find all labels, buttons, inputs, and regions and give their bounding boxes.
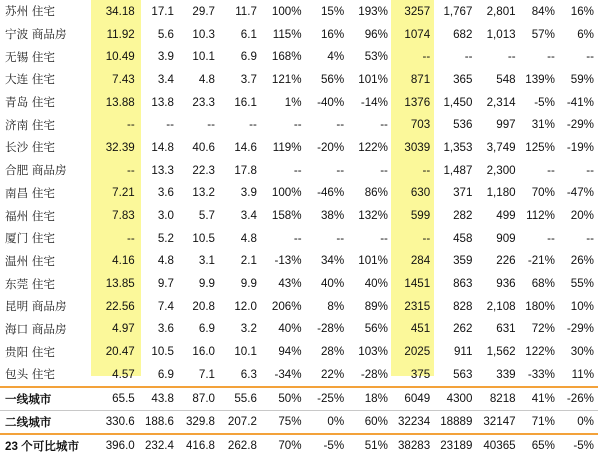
value-cell: 10.5	[192, 231, 215, 245]
value-cell: 10.49	[105, 50, 135, 64]
table-row	[0, 318, 598, 341]
total-value-cell: 262.8	[219, 434, 261, 457]
value-cell: 13.8	[151, 95, 174, 109]
city-name-cell: 济南	[5, 118, 29, 132]
value-cell: 6.9	[157, 367, 174, 381]
value-cell: -46%	[317, 186, 345, 200]
total-value-cell: 416.8	[178, 434, 219, 457]
value-cell: 38%	[320, 209, 345, 223]
table-row	[0, 340, 598, 363]
value-cell: 3.6	[157, 322, 174, 336]
value-cell: -47%	[566, 186, 594, 200]
value-cell: 11.7	[235, 4, 257, 18]
value-cell: 34.18	[105, 4, 135, 18]
value-cell: --	[249, 118, 257, 132]
city-name-cell: 长沙	[5, 141, 29, 155]
total-row	[0, 387, 598, 411]
table-row	[0, 45, 598, 68]
property-type-cell: 住宅	[31, 50, 56, 64]
value-cell: 40.6	[192, 140, 215, 154]
total-value-cell: -25%	[306, 387, 349, 411]
table-row	[0, 68, 598, 91]
value-cell: 53%	[364, 50, 388, 64]
value-cell: 22%	[320, 367, 345, 381]
value-cell: 4.8	[240, 231, 257, 245]
property-type-cell: 住宅	[31, 368, 56, 382]
value-cell: 34%	[320, 254, 345, 268]
value-cell: 28%	[320, 345, 345, 359]
value-cell: 3.2	[240, 322, 257, 336]
city-name-cell: 合肥	[5, 164, 29, 178]
value-cell: 31%	[531, 118, 555, 132]
value-cell: 17.8	[234, 163, 257, 177]
value-cell: --	[547, 50, 555, 64]
value-cell: 548	[496, 72, 516, 86]
value-cell: 226	[496, 254, 516, 268]
total-value-cell: 6049	[392, 387, 434, 411]
table-row	[0, 295, 598, 318]
value-cell: 365	[453, 72, 473, 86]
total-value-cell: 23189	[434, 434, 476, 457]
value-cell: 1,180	[486, 186, 516, 200]
value-cell: 16%	[570, 4, 594, 18]
value-cell: 103%	[358, 345, 388, 359]
table-row	[0, 250, 598, 273]
property-type-cell: 商品房	[31, 300, 67, 314]
total-value-cell: 32234	[392, 410, 434, 434]
value-cell: 359	[453, 254, 473, 268]
value-cell: 101%	[358, 72, 388, 86]
total-value-cell: 55.6	[219, 387, 261, 411]
value-cell: 4.16	[112, 254, 135, 268]
total-value-cell: 50%	[261, 387, 306, 411]
value-cell: 14.8	[151, 140, 174, 154]
value-cell: 936	[496, 277, 516, 291]
city-name-cell: 福州	[5, 209, 29, 223]
value-cell: 89%	[364, 299, 388, 313]
value-cell: 3039	[404, 140, 431, 154]
value-cell: 371	[453, 186, 473, 200]
value-cell: 1,487	[443, 163, 473, 177]
value-cell: 599	[410, 209, 431, 223]
total-value-cell: -5%	[306, 434, 349, 457]
value-cell: 3.4	[240, 209, 257, 223]
value-cell: 828	[453, 299, 473, 313]
value-cell: 339	[496, 367, 516, 381]
property-type-cell: 住宅	[31, 118, 56, 132]
value-cell: -13%	[274, 254, 302, 268]
value-cell: 5.7	[198, 209, 215, 223]
total-value-cell: 232.4	[139, 434, 178, 457]
value-cell: 4%	[327, 50, 345, 64]
value-cell: 17.1	[151, 4, 174, 18]
value-cell: 20%	[570, 209, 594, 223]
value-cell: 122%	[358, 140, 388, 154]
city-name-cell: 南昌	[5, 186, 29, 200]
value-cell: -33%	[527, 367, 555, 381]
property-type-cell: 住宅	[31, 232, 56, 246]
value-cell: 262	[453, 322, 473, 336]
value-cell: --	[507, 50, 516, 64]
value-cell: -19%	[566, 140, 594, 154]
total-value-cell: 188.6	[139, 410, 178, 434]
table-row	[0, 182, 598, 205]
value-cell: 7.21	[112, 186, 135, 200]
table-row	[0, 363, 598, 387]
value-cell: -28%	[360, 367, 388, 381]
value-cell: 2.1	[240, 254, 257, 268]
value-cell: --	[127, 231, 135, 245]
value-cell: 6%	[577, 27, 594, 41]
value-cell: 180%	[525, 299, 555, 313]
table-row	[0, 272, 598, 295]
value-cell: 16.0	[192, 345, 215, 359]
value-cell: 4.8	[198, 72, 215, 86]
city-name-cell: 厦门	[5, 232, 29, 246]
value-cell: 115%	[272, 27, 302, 41]
value-cell: 29.7	[192, 4, 215, 18]
value-cell: --	[336, 231, 345, 245]
city-name-cell: 青岛	[5, 96, 29, 110]
value-cell: 375	[410, 367, 431, 381]
value-cell: 3.0	[157, 209, 174, 223]
value-cell: 10.3	[192, 27, 215, 41]
city-name-cell: 包头	[5, 368, 29, 382]
value-cell: 112%	[526, 209, 555, 223]
city-name-cell: 大连	[5, 73, 29, 87]
value-cell: 40%	[320, 277, 345, 291]
value-cell: 997	[496, 118, 516, 132]
city-name-cell: 东莞	[5, 277, 29, 291]
value-cell: 1074	[404, 27, 431, 41]
value-cell: --	[293, 118, 302, 132]
value-cell: -14%	[360, 95, 388, 109]
value-cell: --	[586, 50, 594, 64]
total-value-cell: 43.8	[139, 387, 178, 411]
value-cell: 193%	[358, 4, 388, 18]
value-cell: --	[336, 118, 345, 132]
property-type-cell: 住宅	[31, 5, 56, 19]
value-cell: 13.2	[192, 186, 215, 200]
value-cell: -20%	[317, 140, 345, 154]
value-cell: --	[586, 163, 594, 177]
value-cell: 3.7	[240, 72, 257, 86]
property-type-cell: 商品房	[31, 164, 67, 178]
value-cell: 3.4	[157, 72, 174, 86]
value-cell: 40%	[278, 322, 302, 336]
value-cell: 84%	[531, 4, 555, 18]
total-value-cell: 38283	[392, 434, 434, 457]
table-row	[0, 113, 598, 136]
table-row	[0, 0, 598, 23]
value-cell: --	[380, 118, 388, 132]
value-cell: 1,562	[486, 345, 516, 359]
value-cell: 139%	[525, 72, 555, 86]
value-cell: 20.47	[105, 345, 135, 359]
property-type-cell: 商品房	[31, 28, 67, 42]
property-type-cell: 住宅	[31, 96, 56, 110]
property-type-cell: 住宅	[31, 209, 56, 223]
value-cell: 56%	[320, 72, 345, 86]
value-cell: --	[547, 163, 555, 177]
value-cell: --	[293, 163, 302, 177]
property-type-cell: 商品房	[31, 322, 67, 336]
value-cell: --	[422, 50, 431, 64]
value-cell: -29%	[566, 322, 594, 336]
property-type-cell: 住宅	[31, 345, 56, 359]
value-cell: 9.9	[240, 277, 257, 291]
table-row	[0, 91, 598, 114]
table-row	[0, 227, 598, 250]
value-cell: 2315	[404, 299, 431, 313]
value-cell: 125%	[525, 140, 555, 154]
value-cell: 1376	[404, 95, 431, 109]
value-cell: 682	[453, 27, 473, 41]
table-row	[0, 23, 598, 46]
value-cell: 3.9	[157, 50, 174, 64]
table-row	[0, 159, 598, 182]
value-cell: 10.5	[151, 345, 174, 359]
value-cell: --	[380, 163, 388, 177]
property-type-cell: 住宅	[31, 277, 56, 291]
city-name-cell: 苏州	[5, 5, 29, 19]
value-cell: 8%	[327, 299, 345, 313]
property-type-cell: 住宅	[31, 141, 56, 155]
total-value-cell: 32147	[476, 410, 519, 434]
value-cell: 13.88	[105, 95, 135, 109]
value-cell: 6.9	[240, 50, 257, 64]
city-name-cell: 无锡	[5, 50, 29, 64]
value-cell: 458	[453, 231, 473, 245]
value-cell: 1%	[284, 95, 302, 109]
value-cell: 30%	[570, 345, 594, 359]
value-cell: 100%	[271, 4, 302, 18]
value-cell: -21%	[527, 254, 555, 268]
value-cell: 630	[410, 186, 431, 200]
total-value-cell: 41%	[520, 387, 559, 411]
value-cell: 3,749	[486, 140, 516, 154]
value-cell: 72%	[531, 322, 555, 336]
value-cell: 7.83	[112, 209, 135, 223]
value-cell: 16%	[320, 27, 345, 41]
value-cell: --	[127, 163, 135, 177]
total-value-cell: 87.0	[178, 387, 219, 411]
value-cell: 2025	[404, 345, 431, 359]
total-value-cell: 70%	[261, 434, 306, 457]
value-cell: 911	[453, 345, 473, 359]
total-label-cell: 一线城市	[0, 387, 91, 411]
total-value-cell: 65.5	[91, 387, 139, 411]
value-cell: -40%	[317, 95, 345, 109]
value-cell: --	[422, 163, 431, 177]
value-cell: 2,314	[486, 95, 516, 109]
total-value-cell: 0%	[306, 410, 349, 434]
value-cell: 7.4	[157, 299, 174, 313]
value-cell: 121%	[271, 72, 302, 86]
value-cell: 122%	[525, 345, 555, 359]
value-cell: 23.3	[192, 95, 215, 109]
value-cell: 6.9	[198, 322, 215, 336]
value-cell: 3257	[404, 4, 431, 18]
value-cell: 9.9	[198, 277, 215, 291]
value-cell: --	[380, 231, 388, 245]
property-type-cell: 住宅	[31, 254, 56, 268]
total-value-cell: -5%	[559, 434, 598, 457]
value-cell: 703	[410, 118, 431, 132]
total-value-cell: 40365	[476, 434, 519, 457]
total-value-cell: 396.0	[91, 434, 139, 457]
property-type-cell: 住宅	[31, 73, 56, 87]
value-cell: 10.1	[234, 345, 257, 359]
value-cell: 4.57	[112, 367, 135, 381]
total-value-cell: 75%	[261, 410, 306, 434]
value-cell: 1,353	[443, 140, 473, 154]
value-cell: 158%	[271, 209, 302, 223]
value-cell: 10.1	[192, 50, 215, 64]
value-cell: 3.6	[157, 186, 174, 200]
value-cell: 20.8	[192, 299, 215, 313]
value-cell: 1,450	[443, 95, 473, 109]
total-value-cell: 4300	[434, 387, 476, 411]
value-cell: 6.1	[240, 27, 257, 41]
value-cell: 57%	[531, 27, 555, 41]
value-cell: -34%	[274, 367, 302, 381]
value-cell: 3.9	[240, 186, 257, 200]
value-cell: -28%	[317, 322, 345, 336]
total-label-cell: 二线城市	[0, 410, 91, 434]
value-cell: 101%	[358, 254, 388, 268]
value-cell: 15%	[320, 4, 345, 18]
value-cell: 86%	[364, 186, 388, 200]
value-cell: 70%	[531, 186, 555, 200]
value-cell: 59%	[570, 72, 594, 86]
total-value-cell: 18%	[348, 387, 392, 411]
value-cell: --	[422, 231, 431, 245]
value-cell: 10%	[570, 299, 594, 313]
value-cell: 1451	[404, 277, 431, 291]
value-cell: 2,801	[486, 4, 516, 18]
value-cell: --	[127, 118, 135, 132]
total-row	[0, 434, 598, 457]
value-cell: --	[586, 231, 594, 245]
total-value-cell: 51%	[348, 434, 392, 457]
total-value-cell: 0%	[559, 410, 598, 434]
value-cell: 863	[453, 277, 473, 291]
total-value-cell: 8218	[476, 387, 519, 411]
value-cell: 282	[453, 209, 473, 223]
value-cell: 168%	[271, 50, 302, 64]
value-cell: 2,300	[486, 163, 516, 177]
total-value-cell: 330.6	[91, 410, 139, 434]
value-cell: 909	[496, 231, 516, 245]
city-name-cell: 海口	[5, 322, 29, 336]
total-row	[0, 410, 598, 434]
value-cell: 12.0	[234, 299, 257, 313]
total-label-cell: 23 个可比城市	[0, 434, 91, 457]
value-cell: 16.1	[234, 95, 257, 109]
value-cell: 284	[410, 254, 431, 268]
value-cell: 5.2	[157, 231, 174, 245]
value-cell: -41%	[566, 95, 594, 109]
total-value-cell: -26%	[559, 387, 598, 411]
city-name-cell: 贵阳	[5, 345, 29, 359]
value-cell: --	[166, 118, 174, 132]
city-name-cell: 宁波	[5, 28, 29, 42]
total-value-cell: 65%	[520, 434, 559, 457]
value-cell: 451	[410, 322, 431, 336]
value-cell: 43%	[278, 277, 302, 291]
city-name-cell: 昆明	[5, 300, 29, 314]
value-cell: -5%	[534, 95, 555, 109]
value-cell: 6.3	[240, 367, 257, 381]
value-cell: 11.92	[106, 27, 135, 41]
value-cell: --	[293, 231, 302, 245]
value-cell: 22.3	[192, 163, 215, 177]
value-cell: 14.6	[234, 140, 257, 154]
value-cell: 11%	[571, 367, 594, 381]
value-cell: 2,108	[486, 299, 516, 313]
value-cell: 32.39	[105, 140, 135, 154]
value-cell: 1,767	[443, 4, 473, 18]
total-value-cell: 60%	[348, 410, 392, 434]
total-value-cell: 207.2	[219, 410, 261, 434]
value-cell: --	[207, 118, 215, 132]
table-row	[0, 136, 598, 159]
value-cell: 536	[453, 118, 473, 132]
table-row	[0, 204, 598, 227]
value-cell: 13.85	[105, 277, 135, 291]
total-value-cell: 329.8	[178, 410, 219, 434]
value-cell: 22.56	[105, 299, 135, 313]
value-cell: 100%	[271, 186, 302, 200]
value-cell: 68%	[531, 277, 555, 291]
value-cell: 631	[496, 322, 516, 336]
value-cell: 119%	[272, 140, 302, 154]
value-cell: --	[336, 163, 345, 177]
value-cell: 96%	[364, 27, 388, 41]
value-cell: 499	[496, 209, 516, 223]
property-type-cell: 住宅	[31, 186, 56, 200]
total-value-cell: 71%	[520, 410, 559, 434]
value-cell: 206%	[271, 299, 302, 313]
value-cell: 5.6	[157, 27, 174, 41]
value-cell: 4.97	[112, 322, 135, 336]
value-cell: 7.1	[198, 367, 215, 381]
value-cell: 55%	[570, 277, 594, 291]
value-cell: 7.43	[112, 72, 135, 86]
value-cell: 40%	[364, 277, 388, 291]
value-cell: --	[547, 231, 555, 245]
value-cell: 56%	[364, 322, 388, 336]
value-cell: 94%	[278, 345, 302, 359]
value-cell: --	[464, 50, 473, 64]
value-cell: 26%	[570, 254, 594, 268]
value-cell: 4.8	[157, 254, 174, 268]
value-cell: 3.1	[198, 254, 215, 268]
total-value-cell: 18889	[434, 410, 476, 434]
city-name-cell: 温州	[5, 254, 29, 268]
value-cell: 1,013	[486, 27, 516, 41]
value-cell: 132%	[358, 209, 388, 223]
value-cell: 563	[453, 367, 473, 381]
value-cell: -29%	[566, 118, 594, 132]
value-cell: 9.7	[157, 277, 174, 291]
value-cell: 13.3	[151, 163, 174, 177]
value-cell: 871	[410, 72, 431, 86]
